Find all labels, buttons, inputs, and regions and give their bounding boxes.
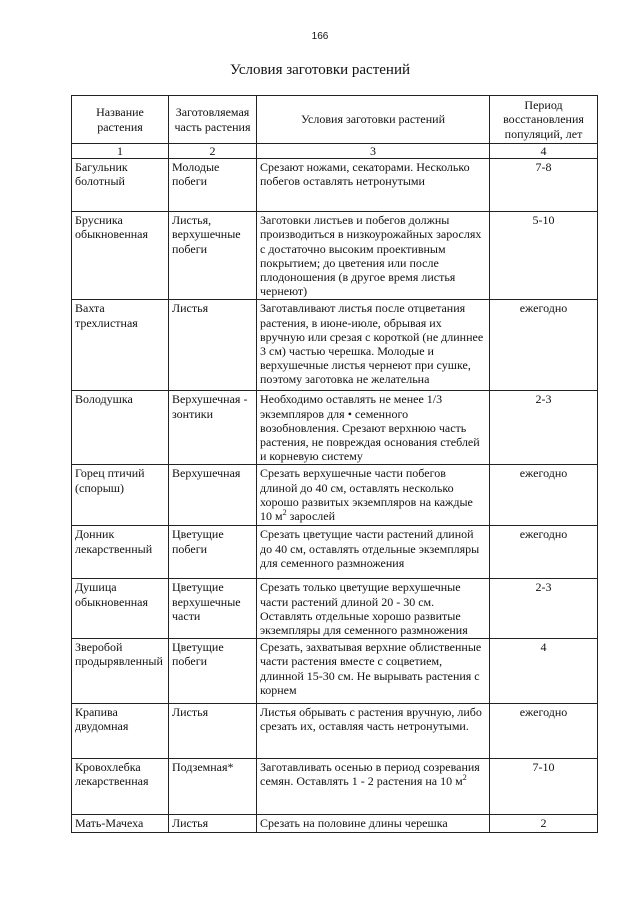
harvest-conditions xyxy=(257,465,490,526)
header-harvested-part: Заготовляемая часть растения xyxy=(169,96,257,144)
conditions-tail: зарослей xyxy=(286,509,336,524)
recovery-period: 2 xyxy=(490,815,598,833)
page-title: Условия заготовки растений xyxy=(230,62,410,78)
harvested-part: Листья, верхушечные побеги xyxy=(169,212,257,300)
harvested-part: Верхушечная - зонтики xyxy=(169,391,257,465)
table-row xyxy=(72,759,598,815)
table-row xyxy=(72,391,598,465)
recovery-period: ежегодно xyxy=(490,704,598,759)
column-number: 2 xyxy=(169,144,257,159)
harvested-part: Цветущие верхушечные части xyxy=(169,579,257,639)
harvest-conditions: Заготовки листьев и побегов должны производиться в низкоурожайных зарослях с достаточно высоким проективным покрытием; до цветения или после плодоношения (в другое время листья чернеют) xyxy=(257,212,490,300)
table-row xyxy=(72,704,598,759)
harvest-conditions: Необходимо оставлять не менее 1/3 экземпляров для • семенного возобновления. Срезают верхнюю часть растения, не повреждая основания стеблей и корневую систему xyxy=(257,391,490,465)
column-number: 1 xyxy=(72,144,169,159)
recovery-period: 5-10 xyxy=(490,212,598,300)
header-recovery-period: Период восстановления популяций, лет xyxy=(490,96,598,144)
plant-name: Мать-Мачеха xyxy=(72,815,169,833)
table-row xyxy=(72,526,598,579)
harvest-conditions: Листья обрывать с растения вручную, либо срезать их, оставляя часть нетронутыми. xyxy=(257,704,490,759)
plant-name: Вахта трехлистная xyxy=(72,300,169,391)
harvested-part: Листья xyxy=(169,704,257,759)
recovery-period: 2-3 xyxy=(490,391,598,465)
recovery-period: 4 xyxy=(490,639,598,704)
plant-harvest-table xyxy=(71,95,598,833)
conditions-text: Заготавливать осенью в период созревания семян. Оставлять 1 - 2 растения на 10 м xyxy=(260,760,480,789)
conditions-text: Срезать верхушечные части побегов длиной до 40 см, оставлять несколько хорошо развитых экземпляров на каждые 10 м xyxy=(260,466,473,524)
table-row xyxy=(72,212,598,300)
column-number: 4 xyxy=(490,144,598,159)
column-number: 3 xyxy=(257,144,490,159)
page-number: 166 xyxy=(311,31,329,42)
recovery-period: ежегодно xyxy=(490,300,598,391)
plant-name: Брусника обыкновенная xyxy=(72,212,169,300)
header-plant-name: Название растения xyxy=(72,96,169,144)
harvest-conditions: Заготавливают листья после отцветания растения, в июне-июле, обрывая их вручную или срезая с короткой (не длиннее 3 см) частью черешка. Молодые и верхушечные листья чернеют при сушке, поэтому заготовка не желательна xyxy=(257,300,490,391)
column-number-row xyxy=(72,144,598,159)
harvested-part: Цветущие побеги xyxy=(169,526,257,579)
plant-name: Кровохлебка лекарственная xyxy=(72,759,169,815)
plant-name: Крапива двудомная xyxy=(72,704,169,759)
table-row xyxy=(72,465,598,526)
harvested-part: Подземная* xyxy=(169,759,257,815)
harvest-conditions: Срезать на половине длины черешка xyxy=(257,815,490,833)
table-row xyxy=(72,579,598,639)
header-row xyxy=(72,96,598,144)
superscript: 2 xyxy=(462,773,467,783)
harvested-part: Листья xyxy=(169,300,257,391)
superscript: 2 xyxy=(282,508,287,518)
harvested-part: Верхушечная xyxy=(169,465,257,526)
plant-name: Горец птичий (спорыш) xyxy=(72,465,169,526)
table-row xyxy=(72,159,598,212)
harvest-conditions: Срезать, захватывая верхние облиственные части растения вместе с соцветием, длинной 15-30 см. Не вырывать растения с корнем xyxy=(257,639,490,704)
harvested-part: Цветущие побеги xyxy=(169,639,257,704)
harvested-part: Молодые побеги xyxy=(169,159,257,212)
recovery-period: 2-3 xyxy=(490,579,598,639)
recovery-period: ежегодно xyxy=(490,465,598,526)
table-row xyxy=(72,639,598,704)
table-row xyxy=(72,815,598,833)
harvested-part: Листья xyxy=(169,815,257,833)
recovery-period: 7-8 xyxy=(490,159,598,212)
plant-name: Володушка xyxy=(72,391,169,465)
header-conditions: Условия заготовки растений xyxy=(257,96,490,144)
plant-name: Багульник болотный xyxy=(72,159,169,212)
plant-name: Донник лекарственный xyxy=(72,526,169,579)
harvest-conditions: Срезать только цветущие верхушечные части растений длиной 20 - 30 см. Оставлять отдельные хорошо развитые экземпляры для семенного размножения xyxy=(257,579,490,639)
recovery-period: 7-10 xyxy=(490,759,598,815)
harvest-conditions: Срезать цветущие части растений длиной до 40 см, оставлять отдельные экземпляры для семенного размножения xyxy=(257,526,490,579)
plant-name: Душица обыкновенная xyxy=(72,579,169,639)
table-row xyxy=(72,300,598,391)
harvest-conditions: Срезают ножами, секаторами. Несколько побегов оставлять нетронутыми xyxy=(257,159,490,212)
recovery-period: ежегодно xyxy=(490,526,598,579)
harvest-conditions xyxy=(257,759,490,815)
plant-name: Зверобой продырявленный xyxy=(72,639,169,704)
